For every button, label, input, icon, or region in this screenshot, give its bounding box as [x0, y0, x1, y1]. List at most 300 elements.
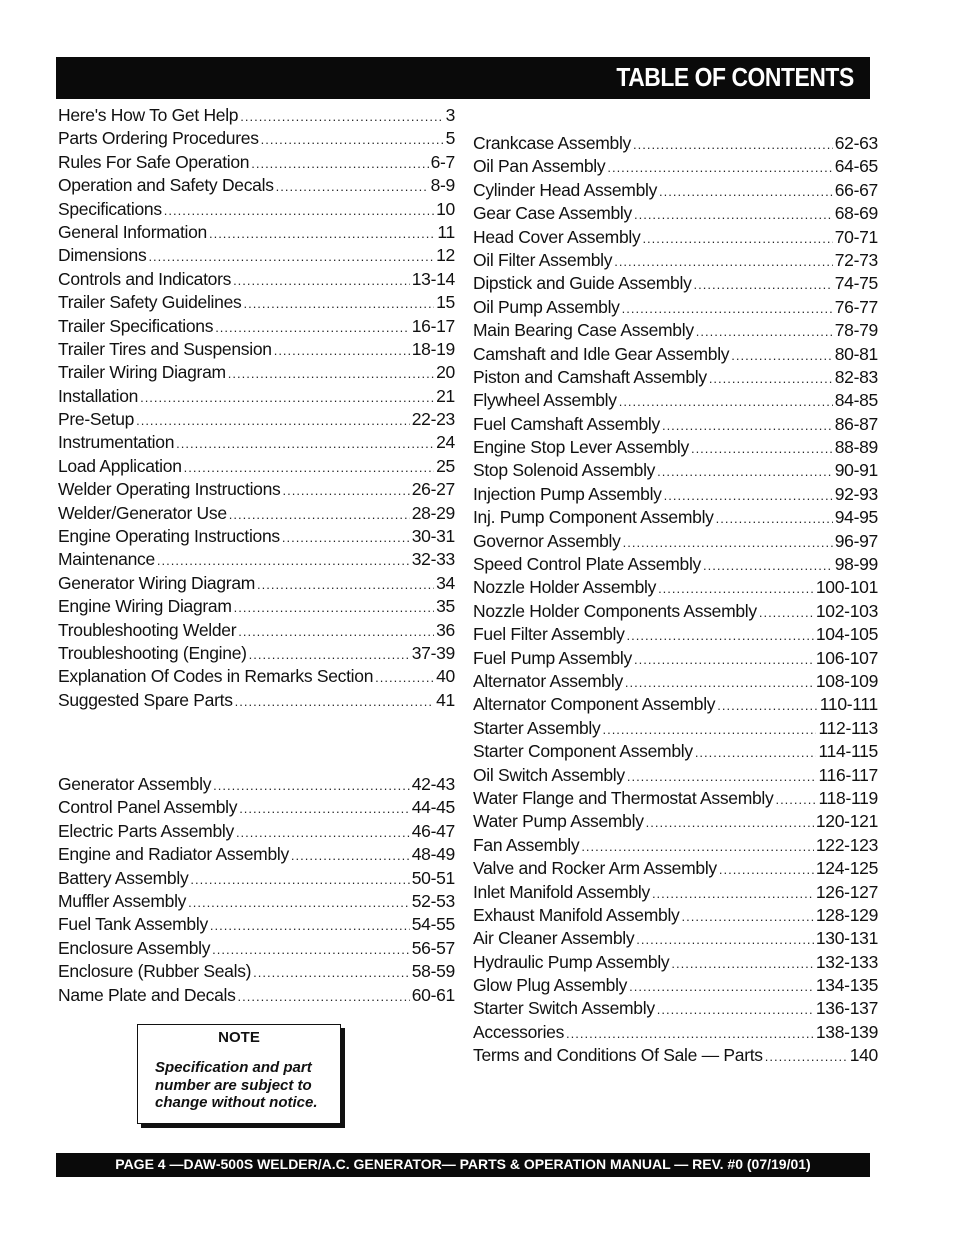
toc-entry-leader — [148, 245, 434, 267]
toc-entry-page: 114-115 — [818, 741, 878, 762]
toc-entry-page: 100-101 — [815, 577, 878, 598]
toc-entry-label: Accessories — [473, 1021, 565, 1042]
toc-entry-label: Nozzle Holder Components Assembly — [473, 600, 757, 621]
toc-entry-leader — [682, 905, 814, 927]
toc-entry-label: Load Application — [58, 455, 182, 476]
toc-entry-label: Engine Stop Lever Assembly — [473, 437, 689, 458]
toc-entry — [473, 997, 878, 1020]
toc-entry-leader — [657, 460, 833, 482]
toc-entry-label: Oil Switch Assembly — [473, 764, 625, 785]
toc-entry-label: Oil Pump Assembly — [473, 296, 620, 317]
toc-entry-label: Generator Wiring Diagram — [58, 572, 256, 593]
toc-entry — [58, 843, 455, 866]
toc-entry-leader — [251, 152, 428, 174]
toc-entry-leader — [140, 386, 434, 408]
toc-entry-page: 60-61 — [411, 984, 455, 1005]
toc-entry-page: 106-107 — [815, 647, 878, 668]
toc-entry-label: Name Plate and Decals — [58, 984, 236, 1005]
toc-entry-page: 42-43 — [411, 774, 455, 794]
toc-entry — [58, 385, 455, 408]
toc-entry-label: Pre-Setup — [58, 409, 135, 430]
toc-entry-page: 130-131 — [815, 928, 878, 949]
toc-entry — [58, 773, 455, 796]
toc-entry — [58, 502, 455, 525]
toc-entry-leader — [636, 928, 814, 950]
toc-entry-page: 102-103 — [815, 600, 878, 621]
toc-entry-label: Head Cover Assembly — [473, 226, 641, 247]
toc-entry-label: Fuel Camshaft Assembly — [473, 413, 660, 434]
toc-entry-leader — [229, 503, 410, 525]
toc-entry-label: Trailer Wiring Diagram — [58, 362, 226, 383]
toc-entry — [58, 796, 455, 819]
toc-entry-page: 68-69 — [834, 203, 878, 224]
toc-entry — [473, 179, 878, 202]
toc-entry-page: 84-85 — [834, 390, 878, 411]
toc-entry — [58, 619, 455, 642]
toc-entry — [473, 366, 878, 389]
toc-entry — [473, 974, 878, 997]
toc-entry-page: 124-125 — [815, 858, 878, 879]
toc-entry-label: Trailer Tires and Suspension — [58, 338, 272, 359]
toc-entry-leader — [625, 671, 814, 693]
toc-entry-leader — [282, 526, 410, 548]
toc-entry-page: 94-95 — [834, 507, 878, 528]
toc-entry-leader — [709, 367, 833, 389]
toc-entry-label: Engine and Radiator Assembly — [58, 844, 289, 865]
toc-entry-leader — [274, 339, 410, 361]
toc-entry-leader — [261, 128, 444, 150]
toc-entry — [473, 343, 878, 366]
toc-entry-leader — [627, 765, 817, 787]
toc-entry-leader — [731, 344, 832, 366]
toc-entry-leader — [228, 362, 434, 384]
toc-entry — [473, 436, 878, 459]
toc-entry-label: Valve and Rocker Arm Assembly — [473, 858, 717, 879]
toc-entry-label: Water Flange and Thermostat Assembly — [473, 787, 774, 808]
toc-entry-page: 66-67 — [834, 179, 878, 200]
toc-entry — [58, 890, 455, 913]
toc-entry-page: 22-23 — [411, 409, 455, 430]
toc-entry-label: Battery Assembly — [58, 867, 189, 888]
toc-entry-label: Rules For Safe Operation — [58, 151, 250, 172]
toc-entry-label: Camshaft and Idle Gear Assembly — [473, 343, 730, 364]
toc-entry — [473, 226, 878, 249]
toc-entry-label: Troubleshooting (Engine) — [58, 642, 247, 663]
toc-entry-page: 34 — [436, 572, 455, 593]
toc-entry — [58, 198, 455, 221]
toc-entry — [473, 881, 878, 904]
toc-entry-label: Fuel Filter Assembly — [473, 624, 625, 645]
toc-entry-leader — [657, 998, 814, 1020]
toc-entry — [58, 913, 455, 936]
toc-entry-page: 140 — [849, 1045, 878, 1066]
toc-entry-label: Starter Component Assembly — [473, 741, 693, 762]
page-title: TABLE OF CONTENTS — [616, 62, 854, 92]
toc-entry-page: 37-39 — [411, 642, 455, 663]
toc-entry-label: Crankcase Assembly — [473, 133, 631, 153]
toc-entry-page: 41 — [436, 689, 455, 710]
toc-entry-leader — [694, 273, 833, 295]
toc-entry-page: 18-19 — [411, 338, 455, 359]
toc-entry — [473, 600, 878, 623]
toc-entry — [473, 623, 878, 646]
toc-entry-label: Generator Assembly — [58, 774, 212, 794]
toc-entry — [473, 951, 878, 974]
toc-entry-label: Alternator Component Assembly — [473, 694, 716, 715]
toc-entry-leader — [717, 694, 818, 716]
toc-entry — [473, 249, 878, 272]
toc-entry-page: 98-99 — [834, 554, 878, 575]
toc-entry — [473, 764, 878, 787]
toc-entry — [58, 937, 455, 960]
toc-entry — [58, 315, 455, 338]
toc-entry-leader — [607, 156, 832, 178]
toc-entry-label: Instrumentation — [58, 432, 175, 453]
toc-entry-page: 74-75 — [834, 273, 878, 294]
toc-entry — [58, 525, 455, 548]
toc-entry-label: Welder Operating Instructions — [58, 479, 281, 500]
toc-entry — [473, 1044, 878, 1067]
toc-entry-label: Inj. Pump Component Assembly — [473, 507, 714, 528]
note-body: Specification and part number are subject to change without notice. — [155, 1059, 318, 1111]
toc-entry — [473, 810, 878, 833]
toc-entry — [58, 642, 455, 665]
toc-entry — [58, 478, 455, 501]
toc-entry-page: 54-55 — [411, 914, 455, 935]
toc-entry-label: Welder/Generator Use — [58, 502, 227, 523]
toc-entry-page: 92-93 — [834, 483, 878, 504]
toc-entry-label: Fan Assembly — [473, 834, 580, 855]
toc-entry-page: 126-127 — [815, 881, 878, 902]
note-title: NOTE — [218, 1029, 260, 1046]
toc-entry-label: Fuel Pump Assembly — [473, 647, 632, 668]
toc-entry-page: 132-133 — [815, 951, 878, 972]
toc-entry — [473, 506, 878, 529]
toc-entry-label: Oil Filter Assembly — [473, 249, 613, 270]
toc-entry-page: 78-79 — [834, 320, 878, 341]
toc-entry-page: 112-113 — [818, 717, 878, 738]
toc-entry — [58, 984, 455, 1007]
toc-entry — [58, 338, 455, 361]
toc-entry — [473, 553, 878, 576]
toc-entry-page: 36 — [436, 619, 455, 640]
toc-entry-page: 28-29 — [411, 502, 455, 523]
toc-entry-page: 120-121 — [815, 811, 878, 832]
toc-entry-leader — [646, 811, 814, 833]
toc-entry-leader — [581, 835, 814, 857]
toc-entry-page: 44-45 — [411, 797, 455, 818]
toc-entry-label: Air Cleaner Assembly — [473, 928, 635, 949]
toc-entry — [58, 221, 455, 244]
toc-entry-page: 110-111 — [819, 694, 878, 715]
toc-entry — [473, 717, 878, 740]
toc-entry — [58, 820, 455, 843]
toc-entry-leader — [282, 479, 409, 501]
toc-entry-page: 80-81 — [834, 343, 878, 364]
toc-entry-leader — [627, 624, 814, 646]
toc-entry-label: Alternator Assembly — [473, 670, 623, 691]
toc-entry-label: Exhaust Manifold Assembly — [473, 904, 680, 925]
toc-entry-page: 56-57 — [411, 937, 455, 958]
toc-entry-leader — [566, 1022, 814, 1044]
toc-entry-leader — [765, 1045, 848, 1067]
toc-entry — [58, 665, 455, 688]
toc-entry-leader — [215, 316, 410, 338]
toc-entry-leader — [291, 844, 410, 866]
toc-entry-page: 88-89 — [834, 437, 878, 458]
toc-entry-leader — [633, 133, 833, 155]
toc-entry — [473, 740, 878, 763]
toc-entry-label: Electric Parts Assembly — [58, 820, 234, 841]
toc-entry — [58, 268, 455, 291]
toc-entry-page: 108-109 — [815, 670, 878, 691]
toc-entry-leader — [634, 203, 833, 225]
toc-entry-page: 64-65 — [834, 156, 878, 177]
toc-entry-leader — [602, 718, 816, 740]
toc-entry — [58, 595, 455, 618]
toc-entry-page: 20 — [436, 362, 455, 383]
toc-entry-page: 72-73 — [834, 249, 878, 270]
toc-entry-label: Piston and Camshaft Assembly — [473, 366, 707, 387]
toc-entry-leader — [249, 643, 410, 665]
toc-entry-label: Parts Ordering Procedures — [58, 128, 259, 149]
toc-entry — [473, 576, 878, 599]
toc-entry-leader — [212, 938, 410, 960]
toc-entry — [58, 174, 455, 197]
toc-entry — [473, 459, 878, 482]
toc-entry — [58, 455, 455, 478]
toc-entry-label: Here's How To Get Help — [58, 105, 239, 125]
toc-entry-leader — [659, 180, 833, 202]
toc-column-right-parts — [473, 132, 878, 1068]
toc-entry-leader — [213, 774, 410, 796]
toc-entry-label: Hydraulic Pump Assembly — [473, 951, 670, 972]
toc-entry-label: Troubleshooting Welder — [58, 619, 237, 640]
toc-entry-page: 58-59 — [411, 961, 455, 982]
toc-entry-label: Operation and Safety Decals — [58, 175, 274, 196]
toc-entry-page: 25 — [436, 455, 455, 476]
toc-entry-leader — [662, 414, 833, 436]
toc-entry-leader — [238, 985, 410, 1007]
toc-entry-leader — [614, 250, 833, 272]
toc-entry — [58, 104, 455, 127]
toc-entry-label: Explanation Of Codes in Remarks Section — [58, 666, 374, 687]
toc-entry-page: 104-105 — [815, 624, 878, 645]
toc-entry-leader — [634, 648, 814, 670]
toc-entry — [58, 244, 455, 267]
toc-entry-leader — [240, 105, 443, 127]
toc-entry-label: Enclosure (Rubber Seals) — [58, 961, 252, 982]
toc-entry-label: Fuel Tank Assembly — [58, 914, 208, 935]
toc-entry-page: 76-77 — [834, 296, 878, 317]
toc-entry-leader — [157, 549, 410, 571]
toc-entry-label: Trailer Safety Guidelines — [58, 292, 242, 313]
toc-entry-leader — [176, 432, 434, 454]
toc-entry-page: 62-63 — [834, 133, 878, 153]
toc-entry-leader — [253, 961, 410, 983]
toc-entry-label: Starter Assembly — [473, 717, 601, 738]
toc-entry — [473, 693, 878, 716]
toc-entry-label: Engine Wiring Diagram — [58, 596, 232, 617]
toc-entry-leader — [190, 868, 409, 890]
toc-entry — [58, 689, 455, 712]
toc-entry-label: Flywheel Assembly — [473, 390, 617, 411]
toc-entry — [473, 647, 878, 670]
toc-entry-leader — [652, 882, 814, 904]
toc-entry — [58, 572, 455, 595]
toc-entry-leader — [184, 456, 434, 478]
toc-entry-page: 24 — [436, 432, 455, 453]
toc-entry-label: Suggested Spare Parts — [58, 689, 233, 710]
toc-entry-leader — [257, 573, 434, 595]
toc-entry-label: General Information — [58, 221, 207, 242]
toc-entry-leader — [236, 821, 410, 843]
toc-entry-page: 11 — [437, 221, 455, 242]
toc-entry-page: 122-123 — [815, 834, 878, 855]
toc-entry-leader — [691, 437, 833, 459]
toc-column-left-general — [58, 104, 455, 712]
toc-entry — [473, 904, 878, 927]
toc-entry-leader — [210, 914, 410, 936]
toc-entry-leader — [234, 596, 434, 618]
toc-entry-leader — [239, 797, 410, 819]
toc-entry-label: Oil Pan Assembly — [473, 156, 606, 177]
toc-entry — [58, 548, 455, 571]
toc-entry-page: 8-9 — [430, 175, 455, 196]
toc-entry-page: 35 — [436, 596, 455, 617]
footer-text: PAGE 4 —DAW-500S WELDER/A.C. GENERATOR— PARTS & OPERATION MANUAL — REV. #0 (07/19/01) — [115, 1156, 811, 1172]
toc-entry-label: Main Bearing Case Assembly — [473, 320, 694, 341]
toc-entry-page: 138-139 — [815, 1021, 878, 1042]
toc-entry-page: 46-47 — [411, 820, 455, 841]
toc-entry-label: Controls and Indicators — [58, 268, 232, 289]
toc-entry-leader — [188, 891, 410, 913]
toc-column-left-parts — [58, 773, 455, 1007]
toc-entry-label: Water Pump Assembly — [473, 811, 644, 832]
toc-entry — [58, 151, 455, 174]
toc-entry-label: Speed Control Plate Assembly — [473, 554, 701, 575]
toc-entry-label: Nozzle Holder Assembly — [473, 577, 657, 598]
toc-entry-page: 90-91 — [834, 460, 878, 481]
toc-entry-page: 118-119 — [818, 787, 878, 808]
toc-entry-page: 6-7 — [430, 151, 455, 172]
toc-entry-page: 48-49 — [411, 844, 455, 865]
toc-entry — [473, 834, 878, 857]
toc-entry-leader — [136, 409, 410, 431]
footer-bar — [56, 1153, 870, 1177]
toc-entry-page: 136-137 — [815, 998, 878, 1019]
toc-entry-page: 15 — [436, 292, 455, 313]
toc-entry — [58, 867, 455, 890]
toc-entry-page: 82-83 — [834, 366, 878, 387]
toc-entry-page: 5 — [445, 128, 455, 149]
toc-entry — [473, 413, 878, 436]
toc-entry-page: 32-33 — [411, 549, 455, 570]
toc-entry-label: Enclosure Assembly — [58, 937, 211, 958]
toc-entry-leader — [775, 788, 816, 810]
toc-entry-label: Starter Switch Assembly — [473, 998, 655, 1019]
toc-entry-leader — [619, 390, 833, 412]
toc-entry-page: 3 — [445, 105, 455, 125]
toc-entry-label: Glow Plug Assembly — [473, 975, 628, 996]
toc-entry — [58, 291, 455, 314]
toc-entry-label: Muffler Assembly — [58, 890, 187, 911]
toc-entry-label: Gear Case Assembly — [473, 203, 632, 224]
toc-entry-page: 13-14 — [411, 268, 455, 289]
toc-entry-label: Engine Operating Instructions — [58, 526, 280, 547]
toc-entry — [473, 319, 878, 342]
toc-entry-leader — [642, 227, 832, 249]
toc-entry-leader — [703, 554, 833, 576]
toc-entry — [58, 127, 455, 150]
toc-entry-label: Stop Solenoid Assembly — [473, 460, 656, 481]
toc-entry-leader — [696, 320, 833, 342]
toc-entry-label: Cylinder Head Assembly — [473, 179, 658, 200]
toc-entry — [473, 857, 878, 880]
toc-entry-label: Trailer Specifications — [58, 315, 214, 336]
toc-entry-leader — [671, 952, 814, 974]
toc-entry — [473, 389, 878, 412]
toc-entry — [58, 960, 455, 983]
toc-entry-label: Terms and Conditions Of Sale — Parts — [473, 1045, 763, 1066]
toc-entry-leader — [243, 292, 434, 314]
toc-entry — [473, 132, 878, 155]
toc-entry-leader — [716, 507, 833, 529]
toc-entry-leader — [276, 175, 429, 197]
toc-entry — [473, 787, 878, 810]
toc-entry-page: 86-87 — [834, 413, 878, 434]
header-bar — [56, 57, 870, 99]
toc-entry-leader — [658, 577, 814, 599]
note-box — [137, 1024, 341, 1124]
toc-entry-leader — [719, 858, 814, 880]
toc-entry-leader — [238, 620, 434, 642]
toc-entry-leader — [664, 484, 833, 506]
toc-entry-label: Dimensions — [58, 245, 147, 266]
toc-entry-label: Inlet Manifold Assembly — [473, 881, 650, 902]
toc-entry-page: 70-71 — [834, 226, 878, 247]
toc-entry — [473, 296, 878, 319]
toc-entry-page: 10 — [436, 198, 455, 219]
toc-entry-label: Maintenance — [58, 549, 155, 570]
toc-entry — [473, 670, 878, 693]
toc-entry-page: 96-97 — [834, 530, 878, 551]
toc-entry-page: 52-53 — [411, 890, 455, 911]
toc-entry-page: 116-117 — [818, 764, 878, 785]
toc-entry — [58, 431, 455, 454]
toc-entry-label: Control Panel Assembly — [58, 797, 238, 818]
toc-entry-leader — [695, 741, 817, 763]
toc-entry-page: 128-129 — [815, 904, 878, 925]
toc-entry — [473, 927, 878, 950]
toc-entry — [58, 408, 455, 431]
toc-entry-label: Dipstick and Guide Assembly — [473, 273, 692, 294]
toc-entry-leader — [164, 199, 434, 221]
toc-entry-leader — [629, 975, 814, 997]
toc-entry-page: 26-27 — [411, 479, 455, 500]
toc-entry-page: 134-135 — [815, 975, 878, 996]
toc-entry-leader — [209, 222, 435, 244]
toc-entry-leader — [622, 297, 833, 319]
toc-entry-label: Installation — [58, 385, 139, 406]
toc-entry-leader — [759, 601, 814, 623]
toc-entry — [473, 155, 878, 178]
toc-entry — [473, 202, 878, 225]
toc-entry-page: 16-17 — [411, 315, 455, 336]
toc-entry-page: 50-51 — [411, 867, 455, 888]
toc-entry — [473, 272, 878, 295]
toc-entry — [473, 1021, 878, 1044]
